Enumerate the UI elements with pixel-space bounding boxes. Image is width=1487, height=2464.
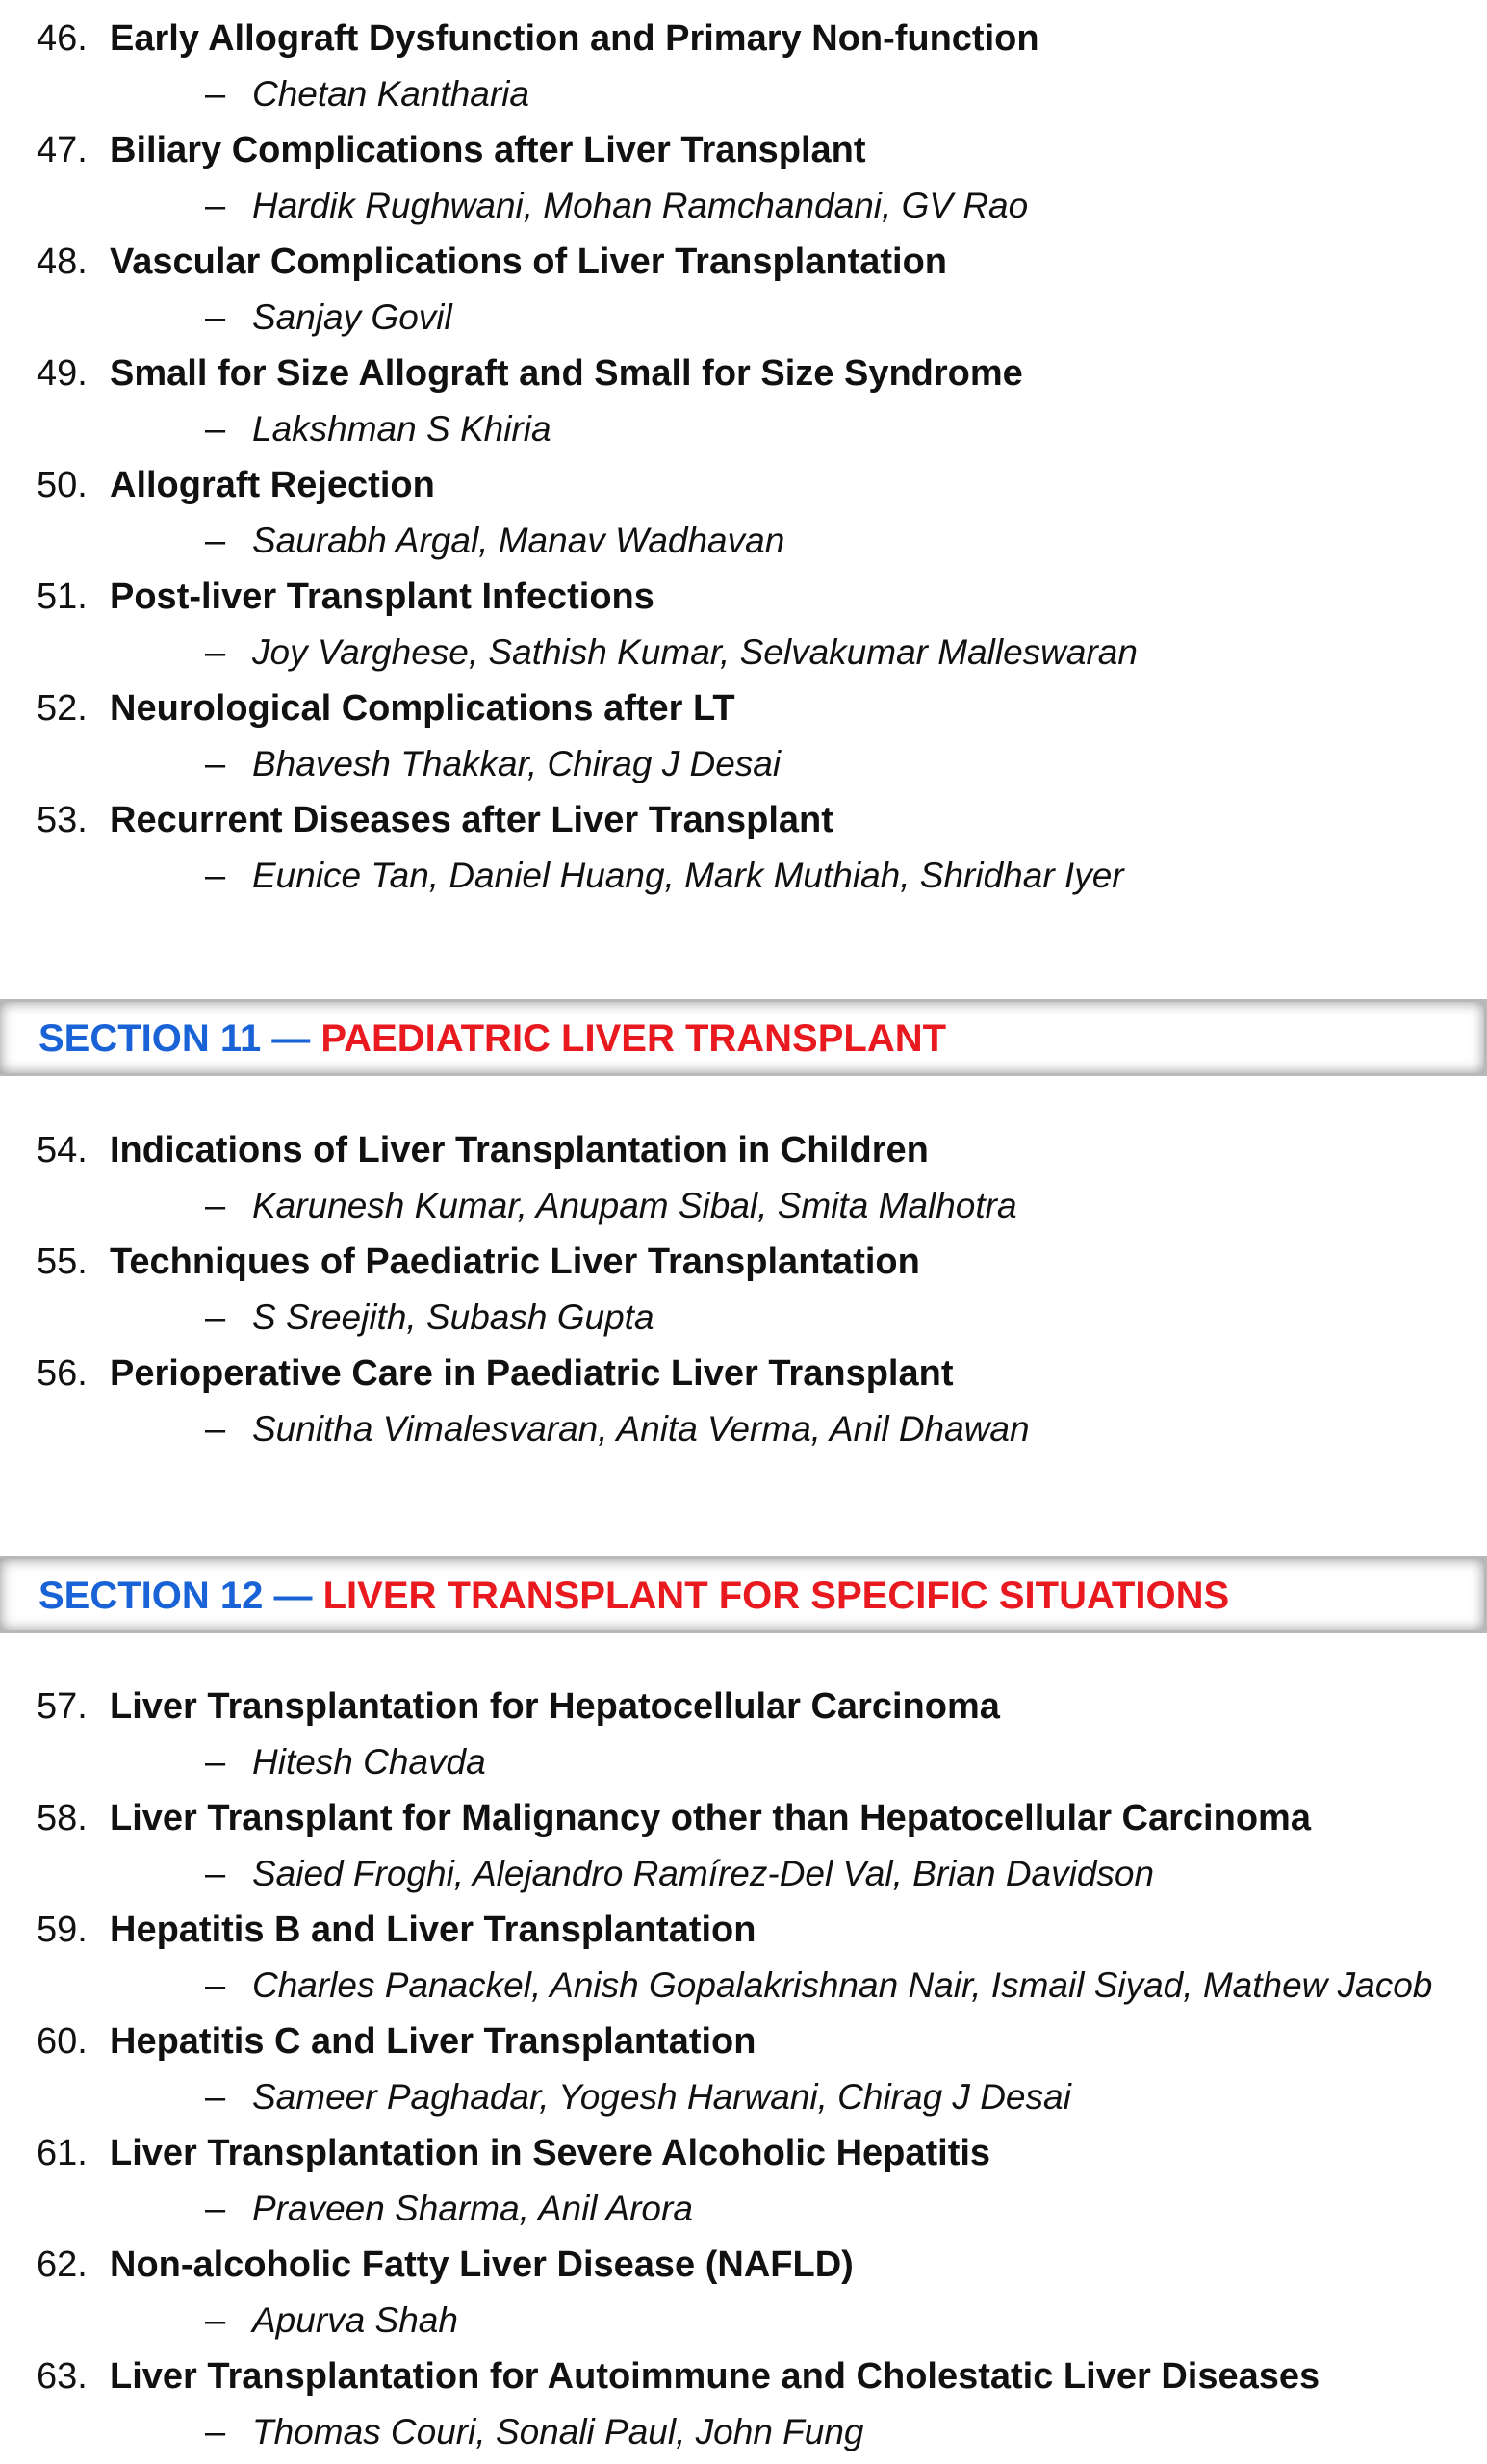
section-title: LIVER TRANSPLANT FOR SPECIFIC SITUATIONS: [322, 1575, 1230, 1617]
section-title: PAEDIATRIC LIVER TRANSPLANT: [320, 1017, 947, 1060]
chapter-entry-55: [0, 1234, 1487, 1346]
section-heading: [38, 1559, 1229, 1632]
chapter-number: 56.: [37, 1353, 88, 1394]
chapter-authors: Karunesh Kumar, Anupam Sibal, Smita Malhotra: [252, 1186, 1017, 1225]
chapter-title: Recurrent Diseases after Liver Transplant: [110, 800, 833, 840]
chapter-authors: Chetan Kantharia: [252, 74, 529, 114]
chapter-entry-54: [0, 1122, 1487, 1234]
author-dash: –: [205, 2189, 226, 2229]
chapter-title: Liver Transplantation for Hepatocellular Carcinoma: [110, 1686, 1000, 1727]
section-label: SECTION 12 —: [38, 1575, 323, 1617]
chapter-entry-58: [0, 1790, 1487, 1902]
chapter-entry-63: [0, 2348, 1487, 2460]
chapter-title: Perioperative Care in Paediatric Liver Transplant: [110, 1353, 954, 1394]
chapter-entry-62: [0, 2237, 1487, 2348]
chapter-title: Liver Transplant for Malignancy other than Hepatocellular Carcinoma: [110, 1798, 1311, 1838]
chapter-number: 58.: [37, 1798, 88, 1838]
author-dash: –: [205, 1742, 226, 1783]
chapter-authors: Sanjay Govil: [252, 297, 452, 337]
chapter-title: Early Allograft Dysfunction and Primary Non-function: [110, 18, 1039, 59]
author-dash: –: [205, 2077, 226, 2118]
chapter-title: Vascular Complications of Liver Transplantation: [110, 242, 947, 282]
chapter-title: Hepatitis C and Liver Transplantation: [110, 2021, 756, 2062]
author-dash: –: [205, 297, 226, 338]
chapter-number: 61.: [37, 2133, 88, 2173]
chapter-entry-48: [0, 234, 1487, 346]
chapter-title: Hepatitis B and Liver Transplantation: [110, 1910, 756, 1950]
author-dash: –: [205, 1297, 226, 1338]
chapter-number: 59.: [37, 1910, 88, 1950]
chapter-title: Liver Transplantation in Severe Alcoholic Hepatitis: [110, 2133, 991, 2173]
author-dash: –: [205, 521, 226, 561]
chapter-title: Allograft Rejection: [110, 465, 435, 505]
chapter-entry-53: [0, 792, 1487, 904]
author-dash: –: [205, 2412, 226, 2452]
chapter-number: 52.: [37, 688, 88, 729]
chapter-authors: Charles Panackel, Anish Gopalakrishnan Nair, Ismail Siyad, Mathew Jacob: [252, 1965, 1433, 2005]
chapter-number: 63.: [37, 2356, 88, 2397]
chapter-entry-51: [0, 569, 1487, 680]
chapter-authors: Sameer Paghadar, Yogesh Harwani, Chirag J Desai: [252, 2077, 1071, 2117]
chapter-authors: Saied Froghi, Alejandro Ramírez-Del Val, Brian Davidson: [252, 1854, 1155, 1893]
section-label: SECTION 11 —: [38, 1017, 321, 1060]
chapter-number: 48.: [37, 242, 88, 282]
author-dash: –: [205, 74, 226, 115]
chapter-number: 54.: [37, 1130, 88, 1170]
author-dash: –: [205, 1186, 226, 1226]
author-dash: –: [205, 1409, 226, 1450]
chapter-entry-60: [0, 2014, 1487, 2125]
chapter-title: Non-alcoholic Fatty Liver Disease (NAFLD): [110, 2245, 854, 2285]
chapter-authors: Joy Varghese, Sathish Kumar, Selvakumar Malleswaran: [252, 632, 1138, 672]
chapter-title: Post-liver Transplant Infections: [110, 577, 654, 617]
chapter-authors: S Sreejith, Subash Gupta: [252, 1297, 654, 1337]
chapter-authors: Hitesh Chavda: [252, 1742, 486, 1782]
chapter-authors: Sunitha Vimalesvaran, Anita Verma, Anil Dhawan: [252, 1409, 1030, 1449]
chapter-entry-47: [0, 122, 1487, 234]
author-dash: –: [205, 856, 226, 896]
chapter-authors: Saurabh Argal, Manav Wadhavan: [252, 521, 785, 560]
chapter-list-group-c: [0, 1679, 1487, 2460]
chapter-title: Liver Transplantation for Autoimmune and Cholestatic Liver Diseases: [110, 2356, 1320, 2397]
author-dash: –: [205, 1965, 226, 2006]
section-11-header: [0, 999, 1487, 1076]
section-12-header: [0, 1556, 1487, 1633]
chapter-entry-49: [0, 346, 1487, 457]
section-heading: [38, 1002, 946, 1075]
chapter-list-group-b: [0, 1122, 1487, 1457]
chapter-number: 55.: [37, 1242, 88, 1282]
chapter-authors: Eunice Tan, Daniel Huang, Mark Muthiah, Shridhar Iyer: [252, 856, 1124, 895]
author-dash: –: [205, 186, 226, 226]
chapter-number: 49.: [37, 353, 88, 394]
chapter-entry-52: [0, 680, 1487, 792]
chapter-entry-61: [0, 2125, 1487, 2237]
author-dash: –: [205, 632, 226, 673]
chapter-title: Biliary Complications after Liver Transplant: [110, 130, 866, 170]
chapter-authors: Bhavesh Thakkar, Chirag J Desai: [252, 744, 782, 783]
chapter-number: 60.: [37, 2021, 88, 2062]
chapter-entry-59: [0, 1902, 1487, 2014]
chapter-entry-57: [0, 1679, 1487, 1790]
chapter-authors: Apurva Shah: [252, 2300, 458, 2340]
chapter-title: Small for Size Allograft and Small for Size Syndrome: [110, 353, 1023, 394]
chapter-title: Techniques of Paediatric Liver Transplantation: [110, 1242, 920, 1282]
chapter-number: 57.: [37, 1686, 88, 1727]
author-dash: –: [205, 2300, 226, 2341]
author-dash: –: [205, 744, 226, 784]
chapter-authors: Hardik Rughwani, Mohan Ramchandani, GV Rao: [252, 186, 1029, 225]
chapter-number: 51.: [37, 577, 88, 617]
chapter-number: 62.: [37, 2245, 88, 2285]
chapter-entry-56: [0, 1346, 1487, 1457]
chapter-authors: Lakshman S Khiria: [252, 409, 551, 449]
chapter-list-group-a: [0, 11, 1487, 904]
chapter-title: Indications of Liver Transplantation in Children: [110, 1130, 929, 1170]
chapter-number: 53.: [37, 800, 88, 840]
author-dash: –: [205, 409, 226, 449]
chapter-number: 46.: [37, 18, 88, 59]
chapter-authors: Thomas Couri, Sonali Paul, John Fung: [252, 2412, 864, 2451]
chapter-title: Neurological Complications after LT: [110, 688, 735, 729]
chapter-entry-50: [0, 457, 1487, 569]
chapter-authors: Praveen Sharma, Anil Arora: [252, 2189, 693, 2228]
chapter-number: 50.: [37, 465, 88, 505]
chapter-entry-46: [0, 11, 1487, 122]
author-dash: –: [205, 1854, 226, 1894]
chapter-number: 47.: [37, 130, 88, 170]
